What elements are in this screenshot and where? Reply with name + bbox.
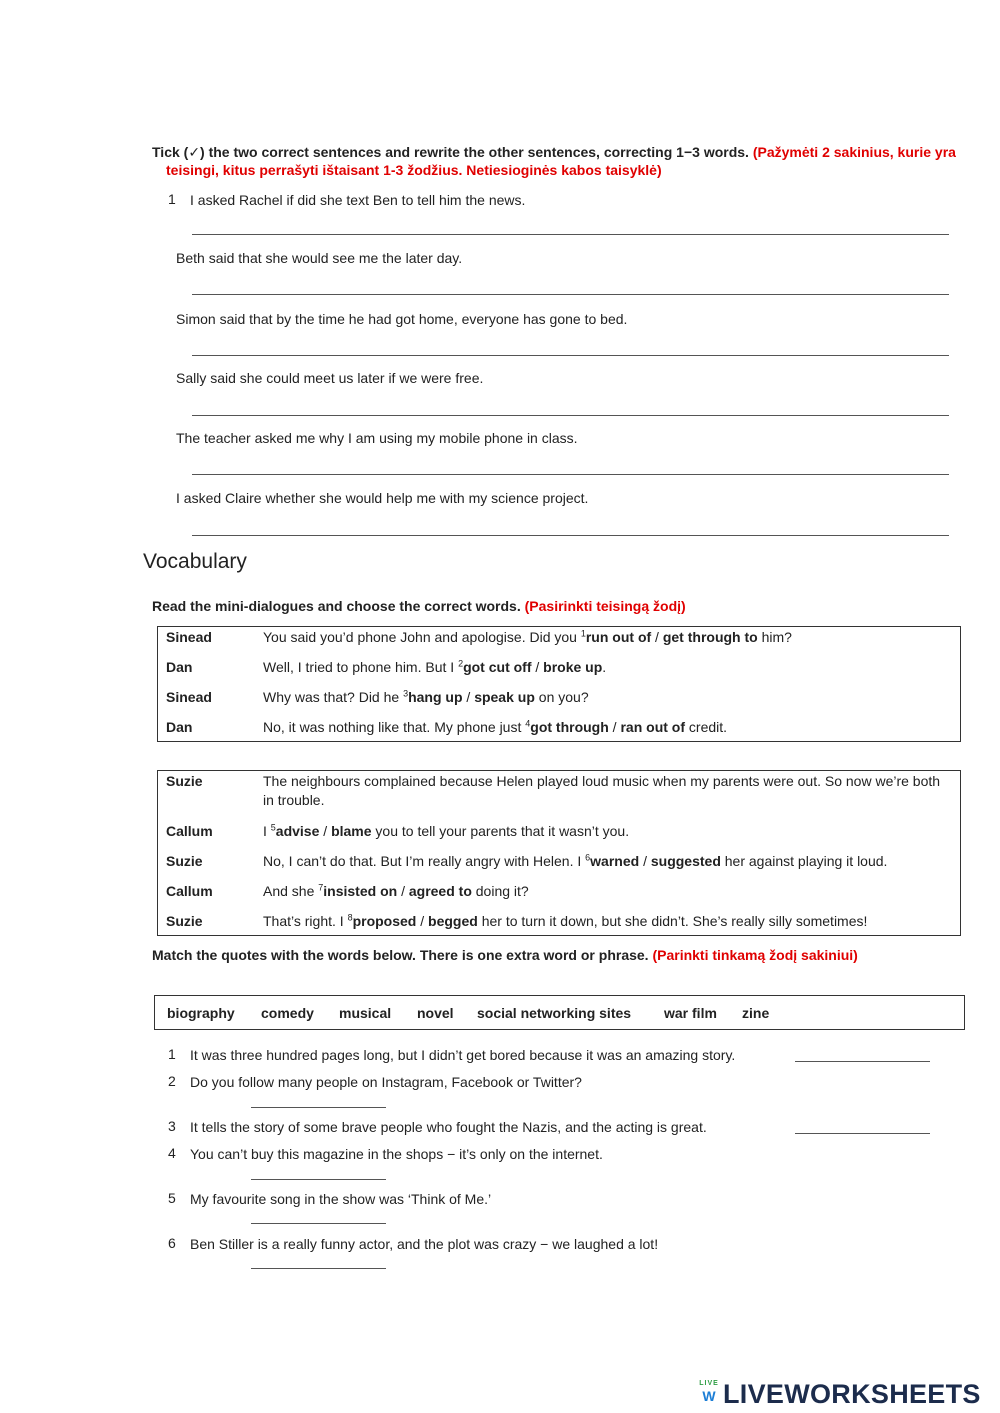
item-number: 1 xyxy=(168,1046,176,1062)
choice-option[interactable]: ran out of xyxy=(620,719,686,735)
choice-option[interactable]: suggested xyxy=(650,853,721,869)
answer-blank-3[interactable] xyxy=(795,1133,930,1134)
answer-line-3[interactable] xyxy=(192,355,949,356)
answer-line-6[interactable] xyxy=(192,535,949,536)
dialogue-line xyxy=(263,882,529,901)
word-option: biography xyxy=(167,1005,235,1021)
word-option: zine xyxy=(742,1005,770,1021)
dialogue-line xyxy=(263,688,589,707)
choice-option[interactable]: run out of xyxy=(585,629,652,645)
speaker: Suzie xyxy=(166,773,203,789)
text: on you? xyxy=(534,689,589,705)
dialogue-line xyxy=(263,628,792,647)
speaker: Callum xyxy=(166,823,213,839)
word-option: comedy xyxy=(261,1005,314,1021)
text: doing it? xyxy=(471,883,529,899)
speaker: Sinead xyxy=(166,629,212,645)
choice-option[interactable]: broke up xyxy=(543,659,603,675)
word-box xyxy=(154,995,965,1030)
item-number: 4 xyxy=(168,1145,176,1161)
gap-number: 3 xyxy=(403,688,409,699)
separator: / xyxy=(639,853,651,869)
item-number: 3 xyxy=(168,1118,176,1134)
text: And she xyxy=(263,883,319,899)
answer-line-1[interactable] xyxy=(192,234,949,235)
gap-number: 4 xyxy=(525,718,531,729)
text: I xyxy=(263,823,271,839)
gap-number: 1 xyxy=(580,628,586,639)
separator: / xyxy=(608,719,621,735)
word-option: war film xyxy=(664,1005,717,1021)
quote-6: Ben Stiller is a really funny actor, and the plot was crazy − we laughed a lot! xyxy=(190,1236,659,1252)
gap-number: 5 xyxy=(270,822,276,833)
word-option: musical xyxy=(339,1005,392,1021)
dialogue-box-2 xyxy=(157,770,961,936)
dialogue-line xyxy=(263,822,629,841)
quote-2: Do you follow many people on Instagram, Facebook or Twitter? xyxy=(190,1074,582,1090)
choice-option[interactable]: agreed to xyxy=(408,883,472,899)
answer-blank-6[interactable] xyxy=(251,1268,386,1269)
speaker: Suzie xyxy=(166,913,203,929)
instruction-black: Tick (✓) the two correct sentences and rewrite the other sentences, correcting 1−3 words. xyxy=(152,144,753,160)
sentence-5: The teacher asked me why I am using my mobile phone in class. xyxy=(176,430,578,446)
answer-line-2[interactable] xyxy=(192,294,949,295)
sentence-number: 1 xyxy=(168,191,176,207)
sentence-2: Beth said that she would see me the later day. xyxy=(176,250,463,266)
instruction-red: (Pažymėti 2 sakinius, kurie yra teisingi, kitus perrašyti ištaisant 1-3 žodžius. Netiesioginės kabos taisyklė) xyxy=(166,144,956,178)
dialogue-line: The neighbours complained because Helen played loud music when my parents were out. So now we’re both in trouble. xyxy=(263,773,941,808)
choice-option[interactable]: warned xyxy=(590,853,640,869)
quote-5: My favourite song in the show was ‘Think of Me.’ xyxy=(190,1191,492,1207)
logo-text: LIVEWORKSHEETS xyxy=(723,1379,981,1409)
dialogue-line xyxy=(263,718,727,737)
vocabulary-instruction xyxy=(152,597,686,615)
text: . xyxy=(602,659,607,675)
text: you to tell your parents that it wasn’t you. xyxy=(371,823,630,839)
separator: / xyxy=(416,913,429,929)
logo-small-text: LIVE xyxy=(699,1380,719,1387)
dialogue-line xyxy=(263,912,867,931)
text: No, I can’t do that. But I’m really angry with Helen. I xyxy=(263,853,586,869)
sentence-6: I asked Claire whether she would help me with my science project. xyxy=(176,490,589,506)
separator: / xyxy=(319,823,332,839)
answer-line-4[interactable] xyxy=(192,415,949,416)
text: credit. xyxy=(685,719,728,735)
choice-option[interactable]: proposed xyxy=(352,913,417,929)
speaker: Sinead xyxy=(166,689,212,705)
choice-option[interactable]: got through xyxy=(530,719,609,735)
choice-option[interactable]: speak up xyxy=(474,689,535,705)
logo-badge xyxy=(697,1380,721,1406)
text: Well, I tried to phone him. But I xyxy=(263,659,459,675)
section-heading: Vocabulary xyxy=(143,550,247,573)
dialogue-box-1 xyxy=(157,626,961,742)
speaker: Suzie xyxy=(166,853,203,869)
sentence-3: Simon said that by the time he had got home, everyone has gone to bed. xyxy=(176,311,628,327)
match-instruction xyxy=(152,946,956,964)
speaker: Dan xyxy=(166,719,193,735)
gap-number: 2 xyxy=(458,658,464,669)
quote-3: It tells the story of some brave people who fought the Nazis, and the acting is great. xyxy=(190,1119,707,1135)
item-number: 5 xyxy=(168,1190,176,1206)
choice-option[interactable]: hang up xyxy=(408,689,463,705)
gap-number: 8 xyxy=(347,912,353,923)
answer-blank-1[interactable] xyxy=(795,1061,930,1062)
choice-option[interactable]: get through to xyxy=(662,629,758,645)
dialogue-line xyxy=(263,658,606,677)
text: her against playing it loud. xyxy=(720,853,888,869)
text: her to turn it down, but she didn’t. She’s really silly sometimes! xyxy=(477,913,868,929)
gap-number: 7 xyxy=(318,882,324,893)
instruction-red: (Parinkti tinkamą žodį sakiniui) xyxy=(652,947,858,963)
gap-number: 6 xyxy=(585,852,591,863)
sentence-4: Sally said she could meet us later if we were free. xyxy=(176,370,484,386)
instruction-black: Match the quotes with the words below. There is one extra word or phrase. xyxy=(152,947,653,963)
text: him? xyxy=(757,629,792,645)
word-option: novel xyxy=(417,1005,454,1021)
instruction-black: Read the mini-dialogues and choose the correct words. xyxy=(152,598,525,614)
text: No, it was nothing like that. My phone just xyxy=(263,719,526,735)
instruction-red: (Pasirinkti teisingą žodį) xyxy=(524,598,686,614)
item-number: 6 xyxy=(168,1235,176,1251)
logo-small-letter: W xyxy=(702,1388,716,1404)
sentence-1: I asked Rachel if did she text Ben to tell him the news. xyxy=(190,192,526,208)
choice-option[interactable]: advise xyxy=(275,823,320,839)
dialogue-line xyxy=(263,852,887,871)
answer-blank-4[interactable] xyxy=(251,1179,386,1180)
choice-option[interactable]: got cut off xyxy=(463,659,532,675)
separator: / xyxy=(462,689,475,705)
word-option: social networking sites xyxy=(477,1005,632,1021)
text: Why was that? Did he xyxy=(263,689,404,705)
item-number: 2 xyxy=(168,1073,176,1089)
separator: / xyxy=(651,629,663,645)
choice-option[interactable]: begged xyxy=(428,913,478,929)
text: You said you’d phone John and apologise. Did you xyxy=(263,629,581,645)
answer-blank-5[interactable] xyxy=(251,1223,386,1224)
separator: / xyxy=(531,659,544,675)
quote-1: It was three hundred pages long, but I didn’t get bored because it was an amazing story. xyxy=(190,1047,736,1063)
speaker: Dan xyxy=(166,659,193,675)
separator: / xyxy=(397,883,409,899)
answer-line-5[interactable] xyxy=(192,474,949,475)
choice-option[interactable]: blame xyxy=(331,823,372,839)
text: That’s right. I xyxy=(263,913,348,929)
answer-blank-2[interactable] xyxy=(251,1107,386,1108)
exercise1-instruction xyxy=(152,143,971,179)
speaker: Callum xyxy=(166,883,213,899)
choice-option[interactable]: insisted on xyxy=(323,883,398,899)
quote-4: You can’t buy this magazine in the shops − it’s only on the internet. xyxy=(190,1146,603,1162)
